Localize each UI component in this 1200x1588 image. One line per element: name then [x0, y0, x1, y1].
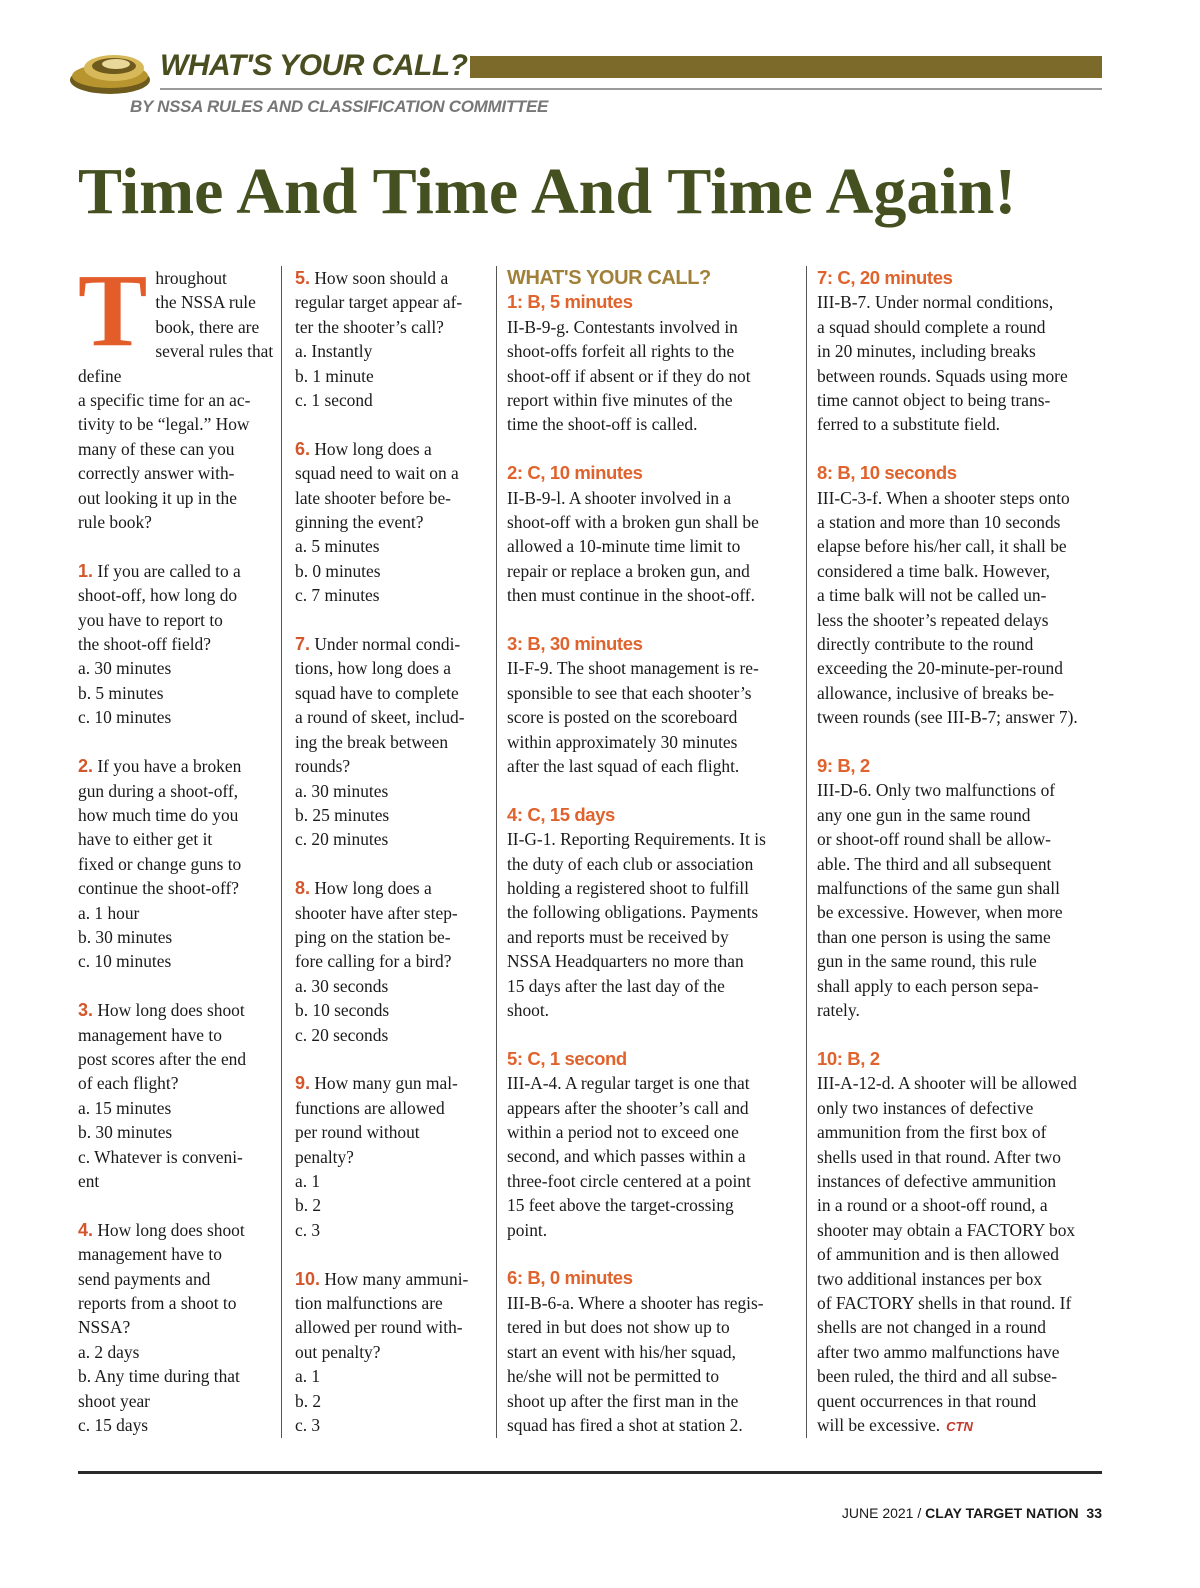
drop-cap: T [78, 253, 148, 368]
question-line: If you are called to a [97, 560, 241, 581]
question-line: squad have to complete [295, 682, 459, 703]
question-line: b. 30 minutes [78, 1122, 173, 1143]
answer-line: he/she will not be permitted to [507, 1366, 720, 1387]
question-text [295, 266, 487, 290]
question-line: out penalty? [295, 1341, 381, 1362]
answer-line: III-B-6-a. Where a shooter has regis- [507, 1292, 764, 1313]
question-text [295, 1071, 487, 1095]
answer-line: squad has fired a shot at station 2. [507, 1414, 743, 1435]
answer-line: of ammunition and is then allowed [817, 1244, 1059, 1265]
answer-line: allowance, inclusive of breaks be- [817, 682, 1055, 703]
question-line: c. 3 [295, 1415, 321, 1436]
question-line: late shooter before be- [295, 487, 451, 508]
question-line: b. 25 minutes [295, 804, 390, 825]
question-line: If you have a broken [97, 756, 242, 777]
question-text [78, 998, 274, 1022]
question-line: Under normal condi- [314, 634, 461, 655]
question-line: c. 10 minutes [78, 951, 172, 972]
answer-line: shells are not changed in a round [817, 1317, 1046, 1338]
answer-line: time the shoot-off is called. [507, 414, 698, 435]
answer-line: 15 feet above the target-crossing [507, 1195, 734, 1216]
answer-line: than one person is using the same [817, 926, 1051, 947]
answer-line: III-C-3-f. When a shooter steps onto [817, 487, 1070, 508]
answer-line: shoot-offs forfeit all rights to the [507, 341, 735, 362]
question-line: NSSA? [78, 1317, 131, 1338]
answer-line: two additional instances per box [817, 1268, 1043, 1289]
question-line: How long does shoot [97, 1219, 245, 1240]
answer-line: a squad should complete a round [817, 316, 1046, 337]
question-line: squad need to wait on a [295, 463, 459, 484]
answer-line: III-B-7. Under normal conditions, [817, 292, 1054, 313]
answer-line: in a round or a shoot-off round, a [817, 1195, 1048, 1216]
answer-line: report within five minutes of the [507, 390, 733, 410]
question-line: a. 2 days [78, 1341, 140, 1362]
answer-line: time cannot object to being trans- [817, 390, 1051, 411]
spacer [507, 1242, 799, 1266]
question-number: 6. [295, 438, 311, 459]
answer-line: shells used in that round. After two [817, 1146, 1061, 1167]
question-line: How long does shoot [97, 1000, 245, 1021]
answer-heading: 10: B, 2 [817, 1047, 880, 1069]
answer-line: appears after the shooter’s call and [507, 1097, 749, 1118]
spacer [78, 534, 274, 558]
question-line: ent [78, 1170, 100, 1191]
answer-line: III-A-12-d. A shooter will be allowed [817, 1073, 1077, 1094]
question-line: b. Any time during that [78, 1366, 240, 1387]
answer-line: less the shooter’s repeated delays [817, 609, 1049, 630]
intro-line: hroughout [155, 268, 227, 288]
question-line: a. 1 hour [78, 902, 140, 923]
question-line: c. 15 days [78, 1415, 149, 1436]
question-line: fixed or change guns to [78, 853, 242, 874]
question-line: a. Instantly [295, 341, 373, 362]
question-line: shoot-off, how long do [78, 585, 238, 606]
answer-line: a time balk will not be called un- [817, 585, 1047, 606]
intro-line: several rules that define [78, 341, 274, 386]
header-bar [470, 56, 1102, 78]
intro-line: correctly answer with- [78, 463, 235, 484]
intro-line: the NSSA rule [155, 292, 256, 313]
question-line: How many ammuni- [324, 1268, 469, 1289]
answer-line: be excessive. However, when more [817, 902, 1063, 923]
question-number: 5. [295, 268, 311, 288]
answer-line: exceeding the 20-minute-per-round [817, 658, 1063, 679]
intro-line: tivity to be “legal.” How [78, 414, 250, 435]
answer-line [817, 1413, 1107, 1439]
spacer [817, 437, 1107, 461]
answer-line: tween rounds (see III-B-7; answer 7). [817, 707, 1078, 728]
answer-line: quent occurrences in that round [817, 1390, 1037, 1411]
question-line: b. 0 minutes [295, 560, 381, 581]
answer-line: malfunctions of the same gun shall [817, 878, 1060, 899]
answer-line: within a period not to exceed one [507, 1122, 739, 1143]
answer-line: and reports must be received by [507, 926, 729, 947]
question-line: c. 20 seconds [295, 1024, 389, 1045]
answer-line-last: will be excessive. [817, 1414, 941, 1435]
answer-line: a station and more than 10 seconds [817, 512, 1061, 533]
answer-line: instances of defective ammunition [817, 1170, 1057, 1191]
answer-line: NSSA Headquarters no more than [507, 951, 744, 972]
question-line: How many gun mal- [314, 1073, 458, 1094]
answer-line: ammunition from the first box of [817, 1122, 1047, 1143]
column-divider [806, 266, 807, 1438]
byline: BY NSSA RULES AND CLASSIFICATION COMMITTEE [130, 97, 549, 116]
column-4 [817, 266, 1107, 1439]
question-line: ing the break between [295, 731, 449, 752]
column-1 [78, 253, 274, 1437]
answer-line: III-D-6. Only two malfunctions of [817, 780, 1056, 801]
question-line: shoot year [78, 1390, 150, 1411]
question-line: fore calling for a bird? [295, 951, 452, 972]
question-line: a. 30 minutes [295, 780, 389, 801]
answer-heading: 9: B, 2 [817, 755, 870, 777]
question-text [78, 559, 274, 583]
spacer [507, 1022, 799, 1046]
question-number: 7. [295, 634, 311, 655]
answer-line: the following obligations. Payments [507, 902, 759, 923]
question-line: have to either get it [78, 829, 213, 850]
question-line: regular target appear af- [295, 292, 463, 313]
page-title: Time And Time And Time Again! [78, 155, 1017, 228]
column-divider [281, 266, 282, 1438]
clay-target-logo-icon [64, 40, 156, 100]
answer-line: repair or replace a broken gun, and [507, 560, 750, 581]
spacer [78, 1193, 274, 1217]
answer-line: able. The third and all subsequent [817, 853, 1052, 874]
question-line: c. 7 minutes [295, 585, 380, 606]
question-line: of each flight? [78, 1073, 179, 1094]
question-line: a. 1 [295, 1366, 321, 1387]
question-line: How long does a [314, 878, 432, 899]
answer-line: shooter may obtain a FACTORY box [817, 1219, 1076, 1240]
question-line: rounds? [295, 756, 351, 777]
question-line: how much time do you [78, 804, 239, 825]
spacer [295, 852, 487, 876]
answer-line: elapse before his/her call, it shall be [817, 536, 1067, 557]
footer-magazine: CLAY TARGET NATION [925, 1505, 1079, 1521]
answer-line: rately. [817, 1000, 860, 1021]
answer-line: been ruled, the third and all subse- [817, 1366, 1058, 1387]
answer-line: three-foot circle centered at a point [507, 1170, 751, 1191]
question-line: How long does a [314, 438, 432, 459]
answer-heading: 2: C, 10 minutes [507, 462, 643, 484]
answer-line: II-F-9. The shoot management is re- [507, 658, 759, 679]
answer-line: between rounds. Squads using more [817, 365, 1068, 386]
question-line: allowed per round with- [295, 1317, 463, 1338]
question-line: continue the shoot-off? [78, 878, 239, 899]
answer-heading: 4: C, 15 days [507, 803, 615, 825]
question-line: b. 2 [295, 1195, 322, 1216]
question-line: per round without [295, 1122, 420, 1143]
spacer [295, 1047, 487, 1071]
column-2 [295, 266, 487, 1437]
spacer [78, 730, 274, 754]
answer-heading: 1: B, 5 minutes [507, 291, 633, 313]
answer-line: within approximately 30 minutes [507, 731, 738, 752]
question-line: a. 5 minutes [295, 536, 380, 557]
question-number: 8. [295, 878, 311, 899]
footer-page-number: 33 [1086, 1505, 1102, 1521]
answer-line: point. [507, 1219, 548, 1240]
answer-line: II-G-1. Reporting Requirements. It is [507, 829, 766, 850]
answer-line: shoot. [507, 1000, 550, 1021]
question-line: shooter have after step- [295, 902, 458, 923]
intro-line: rule book? [78, 512, 152, 533]
question-line: b. 10 seconds [295, 1000, 390, 1021]
spacer [817, 1023, 1107, 1047]
question-line: c. Whatever is conveni- [78, 1146, 243, 1167]
question-line: a. 30 minutes [78, 658, 172, 679]
question-text [78, 754, 274, 778]
question-line: a. 15 minutes [78, 1097, 172, 1118]
column-title: WHAT'S YOUR CALL? [160, 49, 468, 82]
question-line: penalty? [295, 1146, 354, 1167]
question-number: 3. [78, 1000, 94, 1021]
question-number: 4. [78, 1219, 94, 1240]
answer-line: the duty of each club or association [507, 853, 754, 874]
question-line: a. 1 [295, 1170, 321, 1191]
spacer [507, 778, 799, 802]
question-line: b. 5 minutes [78, 682, 164, 703]
question-text [295, 632, 487, 656]
spacer [78, 974, 274, 998]
page-footer [842, 1505, 1102, 1521]
answer-line: III-A-4. A regular target is one that [507, 1073, 750, 1094]
answer-line: holding a registered shoot to fulfill [507, 878, 749, 899]
answer-line: allowed a 10-minute time limit to [507, 536, 741, 557]
question-number: 9. [295, 1073, 311, 1094]
question-line: ping on the station be- [295, 926, 451, 947]
question-line: c. 10 minutes [78, 707, 172, 728]
question-line: you have to report to [78, 609, 223, 630]
question-text [295, 1267, 487, 1291]
question-line: the shoot-off field? [78, 634, 211, 655]
answer-line: ferred to a substitute field. [817, 414, 1001, 435]
question-line: send payments and [78, 1268, 211, 1289]
intro-line: many of these can you [78, 438, 235, 459]
question-line: tion malfunctions are [295, 1292, 443, 1313]
answer-line: II-B-9-l. A shooter involved in a [507, 487, 732, 508]
question-line: c. 20 minutes [295, 829, 389, 850]
answer-line: considered a time balk. However, [817, 560, 1051, 581]
spacer [507, 437, 799, 461]
question-line: a round of skeet, includ- [295, 707, 465, 728]
answer-line: sponsible to see that each shooter’s [507, 682, 752, 703]
spacer [295, 1242, 487, 1266]
question-line: ter the shooter’s call? [295, 316, 444, 337]
answer-line: shoot-off with a broken gun shall be [507, 512, 759, 532]
question-line: b. 30 minutes [78, 926, 173, 947]
header-rule [160, 88, 1102, 90]
answer-heading: 8: B, 10 seconds [817, 462, 957, 484]
answer-heading: 6: B, 0 minutes [507, 1267, 633, 1289]
answers-heading: WHAT'S YOUR CALL? [507, 267, 711, 289]
answer-line: in 20 minutes, including breaks [817, 341, 1036, 362]
answer-line: II-B-9-g. Contestants involved in [507, 316, 738, 337]
question-line: ginning the event? [295, 512, 424, 533]
question-line: gun during a shoot-off, [78, 780, 239, 801]
spacer [507, 608, 799, 632]
spacer [817, 730, 1107, 754]
question-number: 1. [78, 560, 94, 581]
question-line: management have to [78, 1024, 222, 1045]
footer-date: JUNE 2021 / [841, 1505, 926, 1521]
answer-line: score is posted on the scoreboard [507, 707, 738, 728]
ctn-end-mark: CTN [946, 1418, 973, 1434]
question-line: reports from a shoot to [78, 1293, 237, 1313]
question-text [295, 437, 487, 461]
answer-line: after two ammo malfunctions have [817, 1341, 1060, 1362]
question-text [295, 876, 487, 900]
answer-line: any one gun in the same round [817, 804, 1031, 825]
intro-line: a specific time for an ac- [78, 390, 251, 411]
question-line: b. 2 [295, 1390, 322, 1411]
question-line: tions, how long does a [295, 658, 452, 679]
spacer [295, 412, 487, 436]
answer-line: tered in but does not show up to [507, 1317, 730, 1338]
answer-heading: 3: B, 30 minutes [507, 633, 643, 655]
answer-line: or shoot-off round shall be allow- [817, 829, 1051, 850]
question-line: post scores after the end [78, 1048, 247, 1069]
answer-line: after the last squad of each flight. [507, 756, 740, 777]
intro-line: out looking it up in the [78, 487, 237, 508]
answer-line: shoot-off if absent or if they do not [507, 365, 751, 386]
question-line: c. 3 [295, 1219, 321, 1240]
answer-line: shoot up after the first man in the [507, 1390, 739, 1411]
bottom-rule [78, 1471, 1102, 1474]
question-line: a. 30 seconds [295, 975, 389, 996]
answer-line: gun in the same round, this rule [817, 951, 1037, 972]
answer-line: start an event with his/her squad, [507, 1341, 736, 1362]
answer-line: 15 days after the last day of the [507, 975, 725, 996]
question-line: How soon should a [314, 268, 449, 288]
question-number: 2. [78, 756, 94, 777]
question-line: b. 1 minute [295, 365, 374, 386]
question-line: functions are allowed [295, 1097, 445, 1118]
answer-line: then must continue in the shoot-off. [507, 585, 755, 606]
answer-line: only two instances of defective [817, 1097, 1034, 1118]
intro-line: book, there are [155, 316, 260, 337]
question-text [78, 1218, 274, 1242]
column-3 [507, 266, 799, 1437]
question-number: 10. [295, 1268, 321, 1289]
answer-line: second, and which passes within a [507, 1146, 746, 1167]
answer-heading: 7: C, 20 minutes [817, 267, 953, 288]
question-line: c. 1 second [295, 390, 373, 411]
answer-line: directly contribute to the round [817, 634, 1034, 655]
column-divider [496, 266, 497, 1438]
answer-heading: 5: C, 1 second [507, 1047, 627, 1069]
spacer [295, 608, 487, 632]
question-line: management have to [78, 1244, 222, 1265]
answer-line: of FACTORY shells in that round. If [817, 1292, 1072, 1313]
answer-line: shall apply to each person sepa- [817, 975, 1039, 996]
